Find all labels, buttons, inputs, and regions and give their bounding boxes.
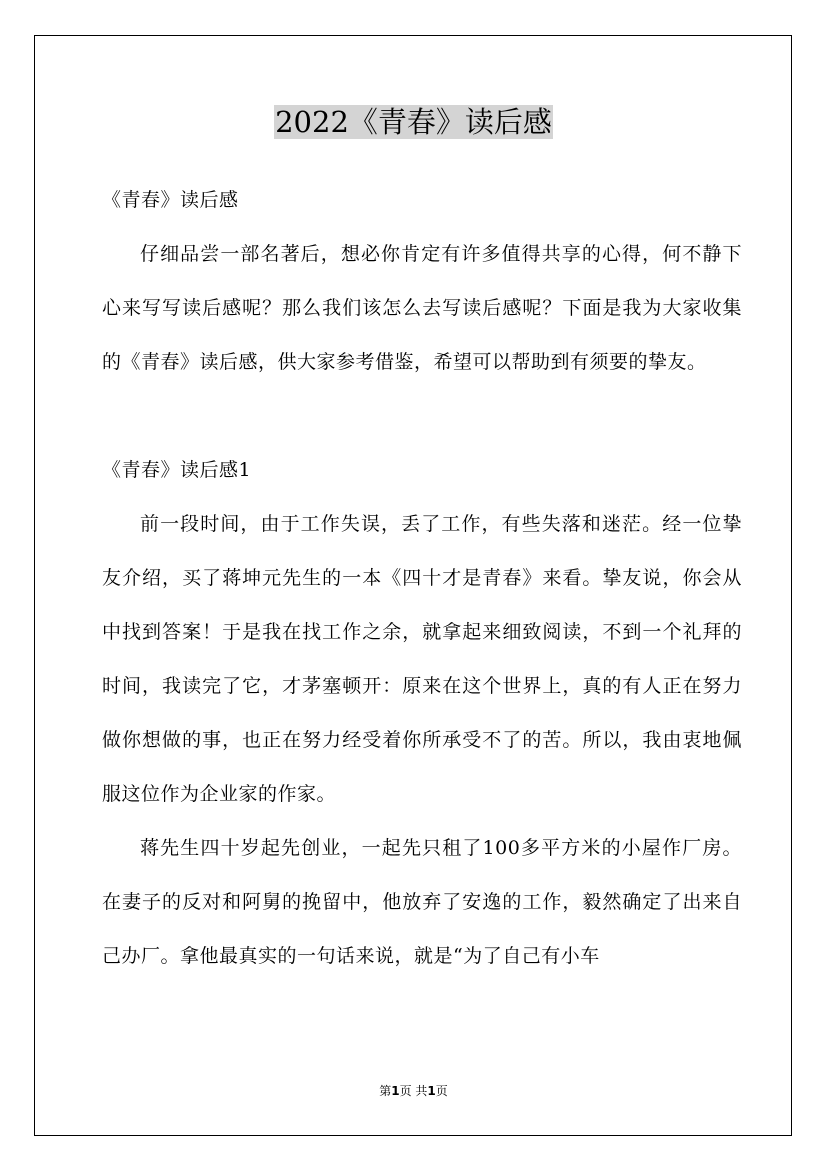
section-paragraph-1: 前一段时间，由于工作失误，丢了工作，有些失落和迷茫。经一位挚友介绍，买了蒋坤元先生的一本《四十才是青春》来看。挚友说，你会从中找到答案！于是我在找工作之余，就拿起来细致阅读，不到一个礼拜的时间，我读完了它，才茅塞顿开：原来在这个世界上，真的有人正在努力做你想做的事，也正在努力经受着你所承受不了的苦。所以，我由衷地佩服这位作为企业家的作家。 xyxy=(102,513,742,805)
footer-page-prefix: 第 xyxy=(379,1084,392,1098)
footer-page-total: 1 xyxy=(427,1084,436,1098)
footer-page-current: 1 xyxy=(391,1084,400,1098)
intro-heading: 《青春》读后感 xyxy=(102,189,239,211)
footer-page-suffix: 页 xyxy=(435,1084,448,1098)
intro-paragraph: 仔细品尝一部名著后，想必你肯定有许多值得共享的心得，何不静下心来写写读后感呢？那么我们该怎么去写读后感呢？下面是我为大家收集的《青春》读后感，供大家参考借鉴，希望可以帮助到有须要的挚友。 xyxy=(102,243,742,373)
document-title xyxy=(0,100,827,144)
page-footer xyxy=(0,1082,827,1100)
section-heading: 《青春》读后感1 xyxy=(102,459,252,481)
section-spacer xyxy=(102,389,742,443)
document-body xyxy=(102,173,742,983)
section-paragraph-2: 蒋先生四十岁起先创业，一起先只租了100多平方米的小屋作厂房。在妻子的反对和阿舅的挽留中，他放弃了安逸的工作，毅然确定了出来自己办厂。拿他最真实的一句话来说，就是“为了自己有小车 xyxy=(102,837,742,967)
document-title-text: 2022《青春》读后感 xyxy=(275,105,552,139)
footer-page-mid: 页 共 xyxy=(399,1084,428,1098)
